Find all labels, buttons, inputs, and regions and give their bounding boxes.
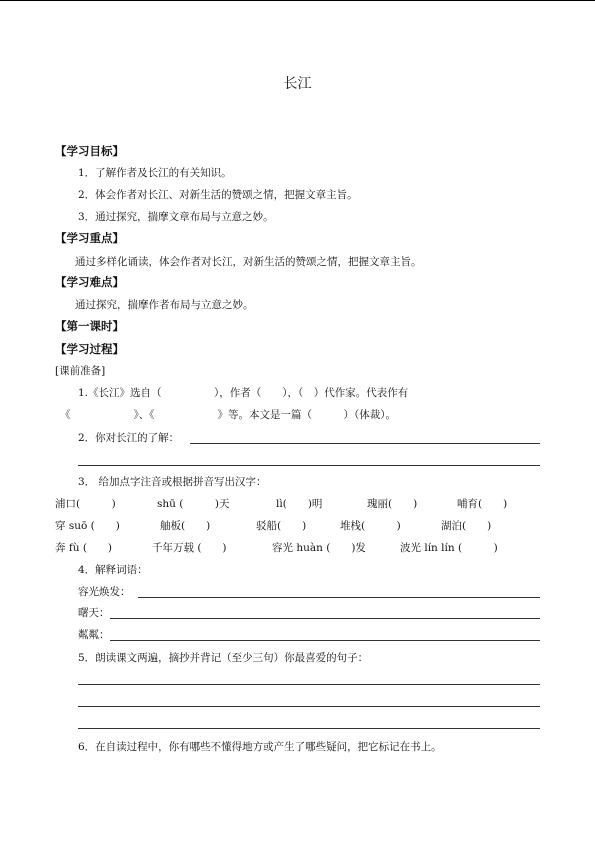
pinyin-item: 穿 suō ( ) xyxy=(55,520,120,532)
pinyin-item: 容光 huàn ( )发 xyxy=(272,542,366,554)
pinyin-item: 舳板( ) xyxy=(160,520,211,532)
q5-label: 5．朗读课文两遍，摘抄并背记（至少三句）你最喜爱的句子： xyxy=(78,652,369,664)
q4-term: 容光焕发： xyxy=(78,586,131,598)
pinyin-item: 奔 fù ( ) xyxy=(55,542,113,554)
pinyin-item: 浦口( ) xyxy=(55,498,116,510)
difficulty-heading: 【学习难点】 xyxy=(55,275,124,289)
process-heading: 【学习过程】 xyxy=(55,342,124,356)
goals-heading: 【学习目标】 xyxy=(55,144,124,158)
pinyin-item: lì( )明 xyxy=(276,498,323,510)
difficulty-text: 通过探究，揣摩作者布局与立意之妙。 xyxy=(75,299,254,311)
lesson-heading: 【第一课时】 xyxy=(55,319,124,333)
pinyin-item: 湖泊( ) xyxy=(441,520,492,532)
pinyin-item: 波光 lín lín ( ) xyxy=(400,542,498,554)
prep-heading: [课前准备] xyxy=(55,365,106,377)
goal-item: 3．通过探究，揣摩文章布局与立意之妙。 xyxy=(78,211,274,223)
q2-label: 2．你对长江的了解： xyxy=(78,432,180,444)
pinyin-item: 瑰丽( ) xyxy=(367,498,418,510)
q1-line1: 1.《长江》选自（ ），作者（ ），（ ）代作家。代表作有 xyxy=(78,387,409,399)
q4-answer-line[interactable] xyxy=(138,597,540,598)
q5-answer-line[interactable] xyxy=(78,728,540,729)
q5-answer-line[interactable] xyxy=(78,706,540,707)
key-text: 通过多样化诵读，体会作者对长江，对新生活的赞颂之情，把握文章主旨。 xyxy=(75,256,422,268)
q6-label: 6．在自读过程中，你有哪些不懂得地方或产生了哪些疑问，把它标记在书上。 xyxy=(78,741,442,753)
page-title: 长江 xyxy=(283,76,312,92)
q3-label: 3． 给加点字注音或根据拼音写出汉字： xyxy=(78,476,267,488)
page-top-border xyxy=(0,0,595,1)
key-heading: 【学习重点】 xyxy=(55,231,124,245)
q4-answer-line[interactable] xyxy=(110,640,540,641)
q1-line2: 《 》、《 》等。本文是一篇（ ）（体裁）。 xyxy=(60,409,396,421)
goal-item: 1．了解作者及长江的有关知识。 xyxy=(78,167,232,179)
q4-term: 曙天： xyxy=(78,607,110,619)
q4-term: 粼粼： xyxy=(78,629,110,641)
q2-answer-line[interactable] xyxy=(190,443,540,444)
pinyin-item: 堆栈( ) xyxy=(340,520,401,532)
q4-answer-line[interactable] xyxy=(110,618,540,619)
pinyin-item: 千年万载 ( ) xyxy=(152,542,227,554)
pinyin-item: 驳船( ) xyxy=(256,520,307,532)
pinyin-item: 哺育( ) xyxy=(457,498,508,510)
pinyin-item: shū ( )天 xyxy=(157,498,230,510)
q2-answer-line[interactable] xyxy=(78,465,540,466)
goal-item: 2．体会作者对长江、对新生活的赞颂之情，把握文章主旨。 xyxy=(78,189,358,201)
q4-label: 4．解释词语： xyxy=(78,564,148,576)
q5-answer-line[interactable] xyxy=(78,684,540,685)
